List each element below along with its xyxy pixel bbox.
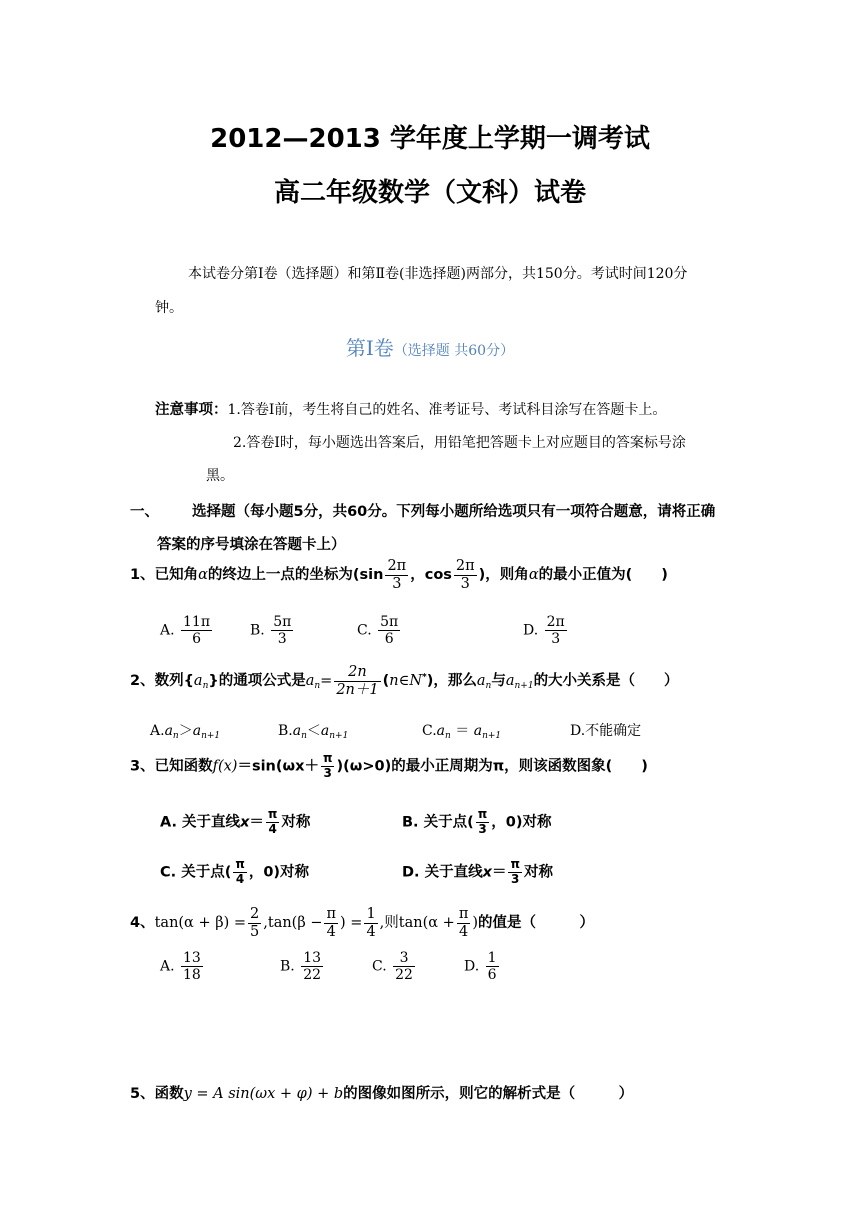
q2-text-a: 2、数列{ [130, 673, 194, 690]
q4-option-c-den: 22 [395, 967, 413, 984]
q2-option-b-s1: n [301, 731, 307, 741]
q2-text-f: 的大小关系是（ ） [533, 673, 679, 690]
q4-frac-4-num: π [458, 906, 469, 922]
q2-option-d: D.不能确定 [570, 723, 642, 739]
part-heading-line-1: 选择题（每小题5分，共60分。下列每小题所给选项只有一项符合题意，请将正确 [192, 504, 716, 520]
q2-frac-den: 2n＋1 [336, 681, 379, 698]
q1-frac-2-num: 2π [455, 558, 475, 574]
part-heading-line-2: 答案的序号填涂在答题卡上） [157, 537, 346, 553]
q5-expression: y = A sin(ωx + φ) + b [183, 1086, 344, 1102]
q5-text-b: 的图像如图所示，则它的解析式是（ ） [343, 1086, 634, 1102]
notes-item-2-line-2: 黑。 [206, 468, 234, 484]
q1-option-a-label: A. [160, 622, 175, 639]
q4-option-c [372, 950, 417, 983]
q2-star: * [422, 672, 427, 683]
q1-text-e: 的最小正值为( ) [538, 567, 668, 584]
q4-option-b-label: B. [280, 958, 295, 975]
q2-option-b-a2: a [320, 723, 330, 739]
intro-line-1: 本试卷分第Ⅰ卷（选择题）和第Ⅱ卷(非选择题)两部分，共150分。考试时间120分 [188, 266, 688, 282]
q1-option-b-frac [271, 614, 293, 647]
q4-frac-1-den: 5 [250, 923, 260, 940]
q2-frac [334, 664, 380, 698]
q2-option-b-s2: n+1 [329, 731, 349, 741]
q4-option-d-den: 6 [487, 967, 497, 984]
q3-option-a [160, 808, 310, 837]
q4-expr-2: ,tan(β − [263, 915, 323, 932]
q3-option-d [402, 858, 553, 887]
q2-stem [130, 664, 679, 698]
q1-text-d: )，则角 [478, 567, 529, 584]
part-number: 一、 [130, 504, 159, 520]
q3-text-a: 3、已知函数 [130, 758, 213, 775]
q1-option-b-num: 5π [273, 614, 292, 630]
q2-eq: = [320, 673, 333, 690]
q3-option-b-frac [476, 808, 490, 837]
q3-option-d-den: 3 [511, 871, 520, 886]
q2-an1-a: a [505, 673, 515, 690]
q4-text-a: 4、 [130, 915, 155, 932]
q2-text-d: )，那么 [426, 673, 477, 690]
q3-option-b-tail: ，0)对称 [491, 814, 552, 831]
q4-frac-2 [324, 906, 338, 940]
q1-option-b [250, 614, 295, 647]
q4-expr-4: ,则tan(α + [379, 915, 455, 932]
q3-option-d-x: x [482, 864, 492, 881]
q4-frac-3-den: 4 [366, 923, 376, 940]
q2-option-c-rel: ＝ [455, 723, 470, 739]
q3-option-c-num: π [235, 857, 245, 871]
q2-option-c-s1: n [445, 731, 451, 741]
q3-option-d-eq: ＝ [491, 864, 507, 881]
q2-an-1-sub: n [202, 681, 209, 692]
q4-option-c-frac [393, 950, 415, 983]
q1-option-a-num: 11π [183, 614, 211, 630]
q1-option-d-frac [545, 614, 567, 647]
q4-option-a-num: 13 [183, 950, 201, 966]
q1-option-a [160, 614, 214, 647]
q3-option-a-x: x [240, 814, 250, 831]
q1-frac-2-den: 3 [460, 575, 470, 592]
q2-option-b-rel: ＜ [306, 723, 321, 739]
q1-frac-2 [454, 558, 477, 592]
q4-stem [130, 906, 594, 940]
q2-an-1-a: a [193, 673, 203, 690]
q1-option-c-num: 5π [380, 614, 399, 630]
q3-option-a-eq: ＝ [249, 814, 264, 831]
q3-option-a-frac [266, 808, 280, 837]
q2-option-c-a1: a [436, 723, 446, 739]
q3-option-b-den: 3 [478, 821, 487, 836]
q1-option-b-label: B. [250, 622, 265, 639]
q4-frac-2-num: π [326, 906, 337, 922]
q4-frac-1 [248, 906, 261, 940]
q1-alpha-2: α [528, 567, 539, 584]
q3-option-c-frac [233, 858, 247, 887]
q1-frac-1-num: 2π [387, 558, 407, 574]
q2-option-c-label: C. [422, 723, 437, 739]
section-main: 第Ⅰ卷 [345, 336, 394, 360]
q3-option-d-num: π [510, 857, 520, 871]
section-sub: （选择题 共60分） [393, 343, 515, 359]
q3-option-c-text: C. 关于点( [160, 864, 232, 881]
q4-frac-4 [457, 906, 471, 940]
q2-an-2-a: a [305, 673, 315, 690]
q3-stem [130, 752, 648, 781]
q1-option-a-den: 6 [192, 631, 201, 648]
exam-subtitle: 高二年级数学（文科）试卷 [273, 178, 586, 208]
q1-option-c-den: 6 [384, 631, 394, 648]
q4-option-b-num: 13 [303, 950, 322, 966]
section-heading [0, 332, 860, 361]
q4-option-d [464, 950, 501, 983]
q4-option-d-num: 1 [487, 950, 497, 966]
q3-option-b [402, 808, 551, 837]
q2-option-a-a2: a [192, 723, 202, 739]
q5-stem [130, 1082, 633, 1103]
intro-line-2: 钟。 [155, 300, 183, 316]
q3-option-d-text: D. 关于直线 [402, 864, 483, 881]
q2-an1-sub: n+1 [514, 681, 534, 692]
q3-option-a-text: A. 关于直线 [160, 814, 241, 831]
q2-text-e: 与 [491, 673, 506, 690]
q4-option-a [160, 950, 205, 983]
q4-option-c-num: 3 [393, 950, 415, 967]
q2-frac-num: 2n [334, 664, 380, 682]
q4-option-d-label: D. [464, 958, 480, 975]
q2-option-c-s2: n+1 [482, 731, 502, 741]
q2-an-1 [193, 673, 209, 692]
q2-option-b-label: B. [278, 723, 293, 739]
q1-text-a: 1、已知角 [130, 567, 199, 584]
q4-frac-2-den: 4 [326, 923, 336, 940]
q3-frac-den: 3 [323, 765, 332, 780]
q1-option-d-num: 2π [546, 614, 565, 630]
q4-frac-3 [364, 906, 377, 940]
q4-option-d-frac [486, 950, 499, 983]
q4-expr-1: tan(α + β) = [154, 915, 247, 932]
q1-frac-1 [385, 558, 408, 592]
q2-an1 [505, 673, 534, 692]
q2-an-3 [476, 673, 492, 692]
q4-expression [154, 906, 479, 940]
q5-text-a: 5、函数 [130, 1086, 184, 1102]
q2-option-a-s2: n+1 [201, 731, 221, 741]
q4-option-c-label: C. [372, 958, 387, 975]
q4-option-a-label: A. [160, 958, 175, 975]
q2-option-a [150, 720, 220, 741]
q2-option-a-label: A. [150, 723, 165, 739]
q3-option-d-tail: 对称 [523, 864, 553, 881]
q3-text-c: )(ω>0)的最小正周期为π，则该函数图象( ) [336, 758, 648, 775]
q3-text-b: ＝sin(ωx＋ [237, 758, 319, 775]
q1-text-b: 的终边上一点的坐标为(sin [207, 567, 384, 584]
q3-option-c-tail: ，0)对称 [248, 864, 310, 881]
q1-option-c-label: C. [357, 622, 372, 639]
q2-option-b [278, 720, 348, 741]
q4-text-b: 的值是（ ） [478, 915, 595, 932]
q4-frac-3-num: 1 [366, 906, 376, 922]
q2-option-b-a1: a [292, 723, 302, 739]
q3-option-a-num: π [267, 807, 278, 821]
q2-text-b: }的通项公式是 [208, 673, 306, 690]
q2-set: n∈N [389, 673, 423, 690]
q2-an-3-sub: n [485, 681, 492, 692]
q4-expr-3: ) = [340, 915, 363, 932]
q3-frac [321, 752, 335, 781]
q3-option-c-den: 4 [235, 871, 245, 886]
q2-an-3-a: a [476, 673, 486, 690]
notes-item-2-line-1: 2.答卷Ⅰ时，每小题选出答案后，用铅笔把答题卡上对应题目的答案标号涂 [233, 435, 686, 451]
q4-option-b-frac [301, 950, 323, 983]
q3-option-a-den: 4 [268, 821, 277, 836]
q1-text-c: ，cos [410, 567, 452, 584]
q4-frac-1-num: 2 [250, 906, 260, 922]
q1-stem [130, 558, 668, 592]
q4-expr-5: ) [472, 915, 479, 932]
q3-option-c [160, 858, 309, 887]
q1-option-d-label: D. [523, 622, 539, 639]
q3-frac-num: π [322, 751, 333, 765]
q4-option-a-frac [181, 950, 203, 983]
q1-option-d [523, 614, 569, 647]
notes-label: 注意事项： [155, 402, 228, 418]
q2-option-c [422, 720, 501, 741]
exam-title: 2012—2013 学年度上学期一调考试 [210, 124, 650, 154]
q4-frac-4-den: 4 [458, 923, 469, 940]
q1-option-d-den: 3 [551, 631, 561, 648]
q3-option-a-tail: 对称 [281, 814, 311, 831]
q4-option-b-den: 22 [303, 967, 322, 984]
q3-option-b-num: π [477, 807, 488, 821]
q2-option-a-s1: n [172, 731, 179, 741]
q2-text-c: ( [382, 673, 390, 690]
q1-alpha: α [198, 567, 208, 584]
q2-an-2 [305, 673, 321, 692]
notes-line-1 [155, 398, 666, 419]
q4-option-b [280, 950, 325, 983]
q1-option-b-den: 3 [277, 631, 287, 648]
q2-option-c-a2: a [473, 723, 483, 739]
q3-option-b-text: B. 关于点( [402, 814, 474, 831]
q4-option-a-den: 18 [183, 967, 201, 984]
q3-option-d-frac [508, 858, 522, 887]
q2-option-a-a1: a [164, 723, 173, 739]
q2-option-a-rel: ＞ [178, 723, 193, 739]
q1-frac-1-den: 3 [392, 575, 402, 592]
q1-option-a-frac [181, 614, 212, 647]
notes-item-1: 1.答卷Ⅰ前，考生将自己的姓名、准考证号、考试科目涂写在答题卡上。 [227, 402, 667, 418]
q3-fx: f(x) [212, 758, 238, 775]
q2-an-2-sub: n [314, 681, 321, 692]
q1-option-c [357, 614, 402, 647]
q1-option-c-frac [378, 614, 400, 647]
